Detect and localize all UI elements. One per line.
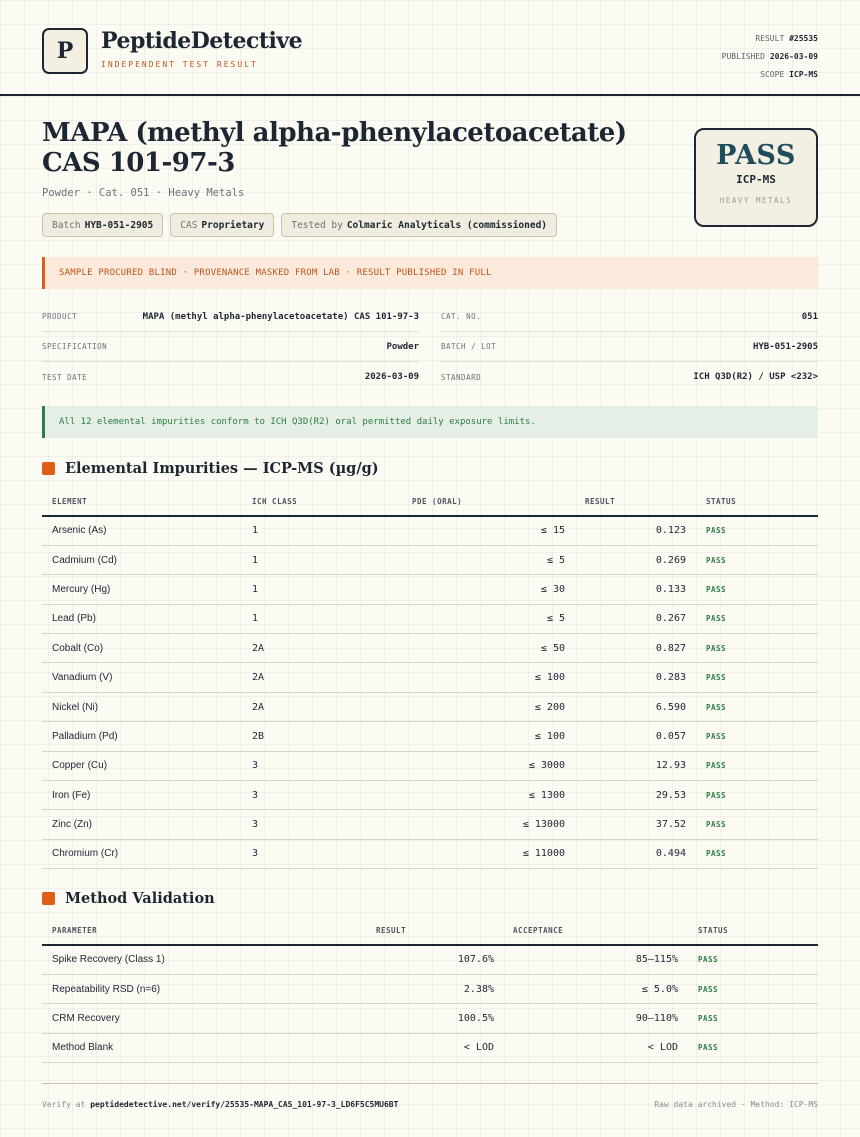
- result-value: < LOD: [332, 1033, 504, 1062]
- table-row: [42, 604, 818, 633]
- pass-badge: [694, 128, 818, 227]
- table-row: [42, 839, 818, 868]
- element-name: Mercury (Hg): [42, 575, 242, 604]
- result-value: 0.133: [575, 575, 696, 604]
- brand-subtitle: INDEPENDENT TEST RESULT: [101, 60, 258, 69]
- col-header: PDE (ORAL): [402, 488, 575, 516]
- result-value: 6.590: [575, 692, 696, 721]
- pde-limit: ≤ 11000: [402, 839, 575, 868]
- result-value: 0.267: [575, 604, 696, 633]
- col-header: STATUS: [696, 488, 818, 516]
- chip-label: Tested by: [291, 219, 343, 231]
- section-marker-icon: [42, 892, 55, 905]
- status-badge: PASS: [688, 1033, 818, 1062]
- element-name: Lead (Pb): [42, 604, 242, 633]
- info-value: 2026-03-09: [364, 372, 419, 382]
- table-row: [42, 663, 818, 692]
- table-row: [42, 1033, 818, 1062]
- result-label: RESULT: [755, 34, 785, 43]
- ich-class: 1: [242, 575, 402, 604]
- element-name: Copper (Cu): [42, 751, 242, 780]
- validation-title: Method Validation: [65, 890, 215, 907]
- ich-class: 2A: [242, 692, 402, 721]
- chip-value: Colmaric Analyticals (commissioned): [346, 219, 548, 231]
- status-badge: PASS: [688, 974, 818, 1003]
- cas-chip: [170, 213, 274, 237]
- validation-body: [42, 945, 818, 1063]
- impurities-table: [42, 488, 818, 869]
- result-value: 107.6%: [332, 945, 504, 974]
- impurities-title: Elemental Impurities — ICP-MS (µg/g): [65, 460, 379, 477]
- table-row: [42, 516, 818, 545]
- pde-limit: ≤ 1300: [402, 781, 575, 810]
- status-badge: PASS: [688, 945, 818, 974]
- col-header: RESULT: [332, 917, 504, 945]
- result-value: 0.283: [575, 663, 696, 692]
- result-value: 2.38%: [332, 974, 504, 1003]
- page-title: MAPA (methyl alpha-phenylacetoacetate) CAS 101-97-3: [42, 118, 627, 178]
- verify-line: [42, 1100, 398, 1109]
- info-value: 051: [801, 311, 818, 322]
- pde-limit: ≤ 100: [402, 663, 575, 692]
- info-row: [42, 362, 419, 392]
- pde-limit: ≤ 200: [402, 692, 575, 721]
- acceptance-value: ≤ 5.0%: [504, 974, 688, 1003]
- result-value: 37.52: [575, 810, 696, 839]
- info-left: [42, 302, 419, 392]
- impurities-heading: [42, 460, 379, 477]
- result-value: 0.057: [575, 722, 696, 751]
- status-badge: PASS: [688, 1004, 818, 1033]
- ich-class: 3: [242, 781, 402, 810]
- element-name: Vanadium (V): [42, 663, 242, 692]
- info-label: BATCH / LOT: [441, 342, 497, 351]
- col-header: RESULT: [575, 488, 696, 516]
- element-name: Palladium (Pd): [42, 722, 242, 751]
- pde-limit: ≤ 3000: [402, 751, 575, 780]
- tested-by-chip: [281, 213, 557, 237]
- report-meta: [722, 30, 818, 84]
- element-name: Zinc (Zn): [42, 810, 242, 839]
- published-label: PUBLISHED: [721, 52, 765, 61]
- parameter-name: Repeatability RSD (n=6): [42, 974, 332, 1003]
- info-row: [441, 302, 818, 332]
- table-row: [42, 781, 818, 810]
- page-subtitle: Powder · Cat. 051 · Heavy Metals: [42, 187, 245, 199]
- parameter-name: CRM Recovery: [42, 1004, 332, 1033]
- verify-prefix: Verify at: [42, 1100, 86, 1109]
- result-number: #25535: [789, 34, 818, 43]
- logo: P: [42, 28, 88, 74]
- result-value: 29.53: [575, 781, 696, 810]
- table-row: [42, 722, 818, 751]
- element-name: Chromium (Cr): [42, 839, 242, 868]
- status-badge: PASS: [696, 663, 818, 692]
- ich-class: 3: [242, 839, 402, 868]
- result-value: 0.494: [575, 839, 696, 868]
- info-row: [42, 302, 419, 332]
- ich-class: 3: [242, 751, 402, 780]
- parameter-name: Spike Recovery (Class 1): [42, 945, 332, 974]
- pde-limit: ≤ 5: [402, 604, 575, 633]
- col-header: ACCEPTANCE: [504, 917, 688, 945]
- ich-class: 1: [242, 545, 402, 574]
- chip-value: Proprietary: [201, 219, 265, 231]
- table-row: [42, 692, 818, 721]
- footer-note: Raw data archived · Method: ICP-MS: [654, 1100, 818, 1109]
- element-name: Arsenic (As): [42, 516, 242, 545]
- result-value: 0.123: [575, 516, 696, 545]
- acceptance-value: < LOD: [504, 1033, 688, 1062]
- chip-label: Batch: [52, 219, 81, 231]
- ich-class: 2A: [242, 634, 402, 663]
- procurement-notice: SAMPLE PROCURED BLIND · PROVENANCE MASKED FROM LAB · RESULT PUBLISHED IN FULL: [42, 257, 818, 289]
- badge-method: ICP-MS: [736, 173, 776, 186]
- info-label: STANDARD: [441, 372, 482, 382]
- pde-limit: ≤ 50: [402, 634, 575, 663]
- ich-class: 1: [242, 516, 402, 545]
- validation-table: [42, 917, 818, 1063]
- table-row: [42, 751, 818, 780]
- status-badge: PASS: [696, 781, 818, 810]
- col-header: ELEMENT: [42, 488, 242, 516]
- table-row: [42, 810, 818, 839]
- info-row: [441, 332, 818, 362]
- ich-class: 3: [242, 810, 402, 839]
- footer: [42, 1083, 818, 1123]
- result-value: 12.93: [575, 751, 696, 780]
- info-label: TEST DATE: [42, 372, 88, 382]
- result-value: 100.5%: [332, 1004, 504, 1033]
- element-name: Cadmium (Cd): [42, 545, 242, 574]
- published-date: 2026-03-09: [769, 52, 818, 61]
- info-value: Powder: [386, 341, 419, 352]
- table-row: [42, 945, 818, 974]
- ich-class: 2A: [242, 663, 402, 692]
- conformance-banner: All 12 elemental impurities conform to ICH Q3D(R2) oral permitted daily exposure limits.: [42, 406, 818, 438]
- table-row: [42, 545, 818, 574]
- chip-label: CAS: [180, 219, 198, 231]
- validation-heading: [42, 890, 215, 907]
- info-label: SPECIFICATION: [42, 342, 108, 351]
- report-header: [0, 0, 860, 96]
- info-value: MAPA (methyl alpha-phenylacetoacetate) CAS 101-97-3: [142, 311, 419, 322]
- info-row: [42, 332, 419, 362]
- pde-limit: ≤ 100: [402, 722, 575, 751]
- impurities-body: [42, 516, 818, 869]
- ich-class: 1: [242, 604, 402, 633]
- table-header-row: [42, 488, 818, 516]
- pde-limit: ≤ 13000: [402, 810, 575, 839]
- col-header: STATUS: [688, 917, 818, 945]
- ich-class: 2B: [242, 722, 402, 751]
- col-header: PARAMETER: [42, 917, 332, 945]
- chip-row: [42, 213, 557, 237]
- element-name: Nickel (Ni): [42, 692, 242, 721]
- element-name: Cobalt (Co): [42, 634, 242, 663]
- table-row: [42, 1004, 818, 1033]
- info-value: ICH Q3D(R2) / USP <232>: [693, 372, 818, 382]
- status-badge: PASS: [696, 516, 818, 545]
- badge-category: HEAVY METALS: [719, 196, 793, 205]
- table-row: [42, 634, 818, 663]
- scope-value: ICP-MS: [789, 70, 818, 79]
- table-row: [42, 575, 818, 604]
- pde-limit: ≤ 15: [402, 516, 575, 545]
- parameter-name: Method Blank: [42, 1033, 332, 1062]
- status-badge: PASS: [696, 839, 818, 868]
- verify-link[interactable]: peptidedetective.net/verify/25535-MAPA_CAS_101-97-3_LD6F5C5MU6BT: [90, 1100, 399, 1109]
- section-marker-icon: [42, 462, 55, 475]
- pde-limit: ≤ 5: [402, 545, 575, 574]
- col-header: ICH CLASS: [242, 488, 402, 516]
- status-badge: PASS: [696, 575, 818, 604]
- status-badge: PASS: [696, 634, 818, 663]
- info-value: HYB-051-2905: [752, 341, 818, 352]
- info-row: [441, 362, 818, 392]
- acceptance-value: 90–110%: [504, 1004, 688, 1033]
- result-value: 0.827: [575, 634, 696, 663]
- pde-limit: ≤ 30: [402, 575, 575, 604]
- batch-chip: [42, 213, 163, 237]
- status-badge: PASS: [696, 545, 818, 574]
- scope-label: SCOPE: [760, 70, 785, 79]
- chip-value: HYB-051-2905: [84, 219, 154, 231]
- table-row: [42, 974, 818, 1003]
- brand-name: PeptideDetective: [101, 28, 303, 54]
- badge-status: PASS: [716, 140, 796, 171]
- acceptance-value: 85–115%: [504, 945, 688, 974]
- element-name: Iron (Fe): [42, 781, 242, 810]
- info-right: [441, 302, 818, 392]
- status-badge: PASS: [696, 810, 818, 839]
- result-value: 0.269: [575, 545, 696, 574]
- info-label: CAT. NO.: [441, 312, 482, 321]
- status-badge: PASS: [696, 604, 818, 633]
- table-header-row: [42, 917, 818, 945]
- info-label: PRODUCT: [42, 312, 78, 321]
- status-badge: PASS: [696, 751, 818, 780]
- status-badge: PASS: [696, 692, 818, 721]
- status-badge: PASS: [696, 722, 818, 751]
